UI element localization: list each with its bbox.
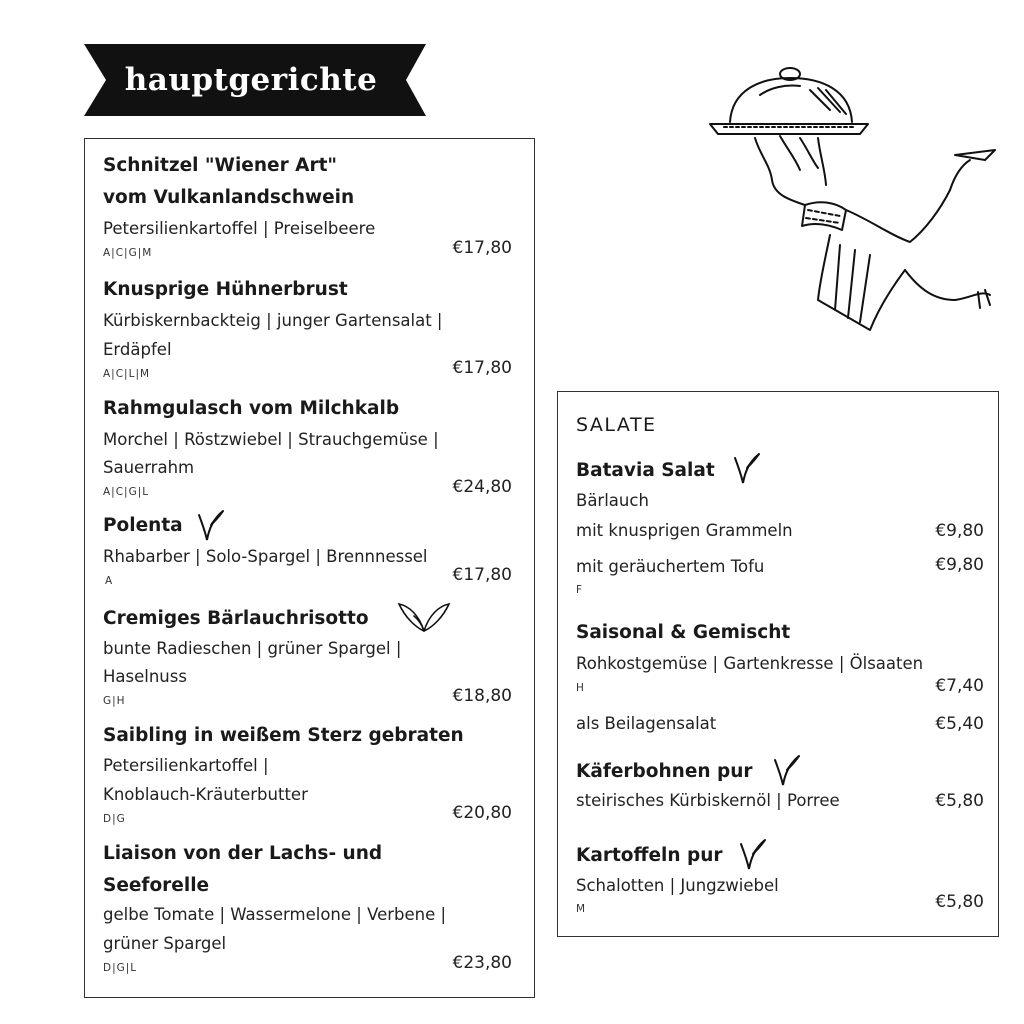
salad-option-price: €9,80 <box>935 555 984 575</box>
dish-price: €23,80 <box>452 953 512 973</box>
dish-description: Sauerrahm <box>103 458 195 477</box>
dish-description: Petersilienkartoffel | Preiselbeere <box>103 219 376 238</box>
salad-option-price: €5,40 <box>935 714 984 734</box>
allergen-codes: A|C|L|M <box>103 368 151 380</box>
dish-price: €17,80 <box>452 565 512 585</box>
dish-description: Knoblauch-Kräuterbutter <box>103 785 308 804</box>
allergen-codes: A <box>105 575 114 587</box>
dish-name: Polenta <box>103 515 183 536</box>
dish-description: gelbe Tomate | Wassermelone | Verbene | <box>103 905 447 924</box>
vegan-leaf-icon <box>732 452 762 486</box>
dish-name: Seeforelle <box>103 875 210 896</box>
allergen-codes: D|G <box>103 813 126 825</box>
salad-name: Käferbohnen pur <box>576 761 753 782</box>
allergen-codes: D|G|L <box>103 962 138 974</box>
dish-name: Cremiges Bärlauchrisotto <box>103 608 369 629</box>
dish-name: Saibling in weißem Sterz gebraten <box>103 725 464 746</box>
vegan-leaf-icon <box>772 754 802 788</box>
salad-description: Schalotten | Jungzwiebel <box>576 876 779 895</box>
vegan-leaf-icon <box>197 509 225 543</box>
dish-name: Rahmgulasch vom Milchkalb <box>103 398 400 419</box>
salad-name: Saisonal & Gemischt <box>576 622 791 643</box>
dish-name: Schnitzel "Wiener Art" <box>103 155 338 176</box>
dish-description: Kürbiskernbackteig | junger Gartensalat | <box>103 311 443 330</box>
salad-option-label: mit geräuchertem Tofu <box>576 557 765 576</box>
dish-description: Morchel | Röstzwiebel | Strauchgemüse | <box>103 430 439 449</box>
title-banner <box>84 44 426 116</box>
dish-description: bunte Radieschen | grüner Spargel | <box>103 639 402 658</box>
vegan-leaf-icon <box>738 838 768 872</box>
salad-price: €5,80 <box>935 892 984 912</box>
salad-price: €5,80 <box>935 791 984 811</box>
salad-option-price: €9,80 <box>935 521 984 541</box>
allergen-codes: A|C|G|L <box>103 486 150 498</box>
dish-price: €17,80 <box>452 238 512 258</box>
salad-option-label: als Beilagensalat <box>576 714 717 733</box>
main-dishes-card <box>84 138 535 998</box>
dish-description: Rhabarber | Solo-Spargel | Brennnessel <box>103 547 428 566</box>
salads-card <box>557 391 999 937</box>
dish-price: €20,80 <box>452 803 512 823</box>
dish-price: €17,80 <box>452 358 512 378</box>
page-title: hauptgerichte <box>124 62 378 98</box>
dish-price: €24,80 <box>452 477 512 497</box>
allergen-codes: H <box>576 682 585 694</box>
dish-price: €18,80 <box>452 686 512 706</box>
salad-price: €7,40 <box>935 676 984 696</box>
salad-name: Batavia Salat <box>576 460 715 481</box>
dish-name: vom Vulkanlandschwein <box>103 187 355 208</box>
salad-name: Kartoffeln pur <box>576 845 723 866</box>
waiter-cloche-icon <box>700 60 1000 344</box>
dish-description: grüner Spargel <box>103 934 227 953</box>
dish-name: Liaison von der Lachs- und <box>103 843 383 864</box>
allergen-codes: G|H <box>103 695 126 707</box>
vegetarian-leaf-icon <box>397 601 451 633</box>
dish-name: Knusprige Hühnerbrust <box>103 279 348 300</box>
allergen-codes: F <box>576 584 584 596</box>
section-title-salate: SALATE <box>576 414 657 436</box>
salad-subtitle: Bärlauch <box>576 491 649 510</box>
salad-description: steirisches Kürbiskernöl | Porree <box>576 791 840 810</box>
dish-description: Petersilienkartoffel | <box>103 756 269 775</box>
dish-description: Erdäpfel <box>103 340 172 359</box>
dish-description: Haselnuss <box>103 667 187 686</box>
allergen-codes: M <box>576 903 587 915</box>
salad-option-label: mit knusprigen Grammeln <box>576 521 793 540</box>
allergen-codes: A|C|G|M <box>103 247 153 259</box>
salad-description: Rohkostgemüse | Gartenkresse | Ölsaaten <box>576 654 924 673</box>
